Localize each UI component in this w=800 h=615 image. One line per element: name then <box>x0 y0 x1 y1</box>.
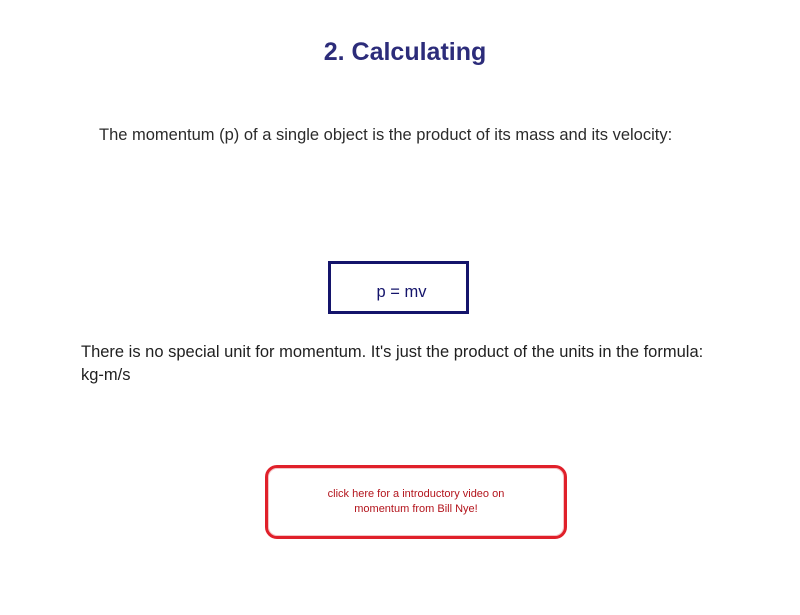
units-note-text: There is no special unit for momentum. It's just the product of the units in the formula: kg-m/s <box>81 343 704 384</box>
formula-box <box>328 261 469 314</box>
momentum-definition-text: The momentum (p) of a single object is the product of its mass and its velocity: <box>99 126 673 144</box>
slide-title: 2. Calculating <box>323 38 487 66</box>
video-link-button[interactable] <box>265 465 567 539</box>
formula-text: p = mv <box>376 283 427 301</box>
video-link-label: click here for a introductory video on momentum from Bill Nye! <box>327 488 505 515</box>
